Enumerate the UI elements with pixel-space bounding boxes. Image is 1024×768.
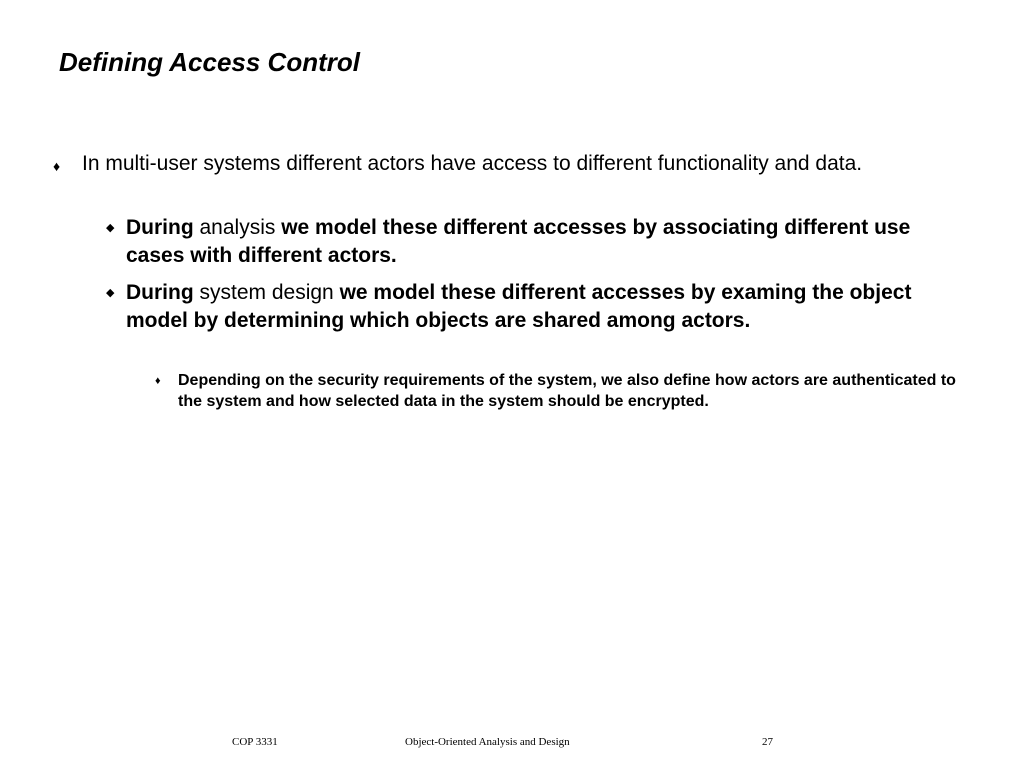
plain-text: analysis xyxy=(193,216,282,239)
diamond-bullet-icon: ♦ xyxy=(53,158,61,174)
footer-subject: Object-Oriented Analysis and Design xyxy=(405,736,570,748)
footer-page-number: 27 xyxy=(762,736,773,748)
slide-title: Defining Access Control xyxy=(59,47,360,77)
footer-course: COP 3331 xyxy=(232,736,278,748)
bullet-text: In multi-user systems different actors have access to different functionality and data. xyxy=(82,152,863,175)
plain-text: system design xyxy=(193,281,340,304)
diamond-bullet-icon: ◆ xyxy=(106,222,115,234)
bold-lead: During xyxy=(126,216,194,239)
diamond-bullet-icon: ◆ xyxy=(106,287,115,299)
bullet-text: Depending on the security requirements of the system, we also define how actors are authenticated to the system and how selected data in the system should be encrypted. xyxy=(178,372,956,410)
bold-tail: we model these different accesses by associating different use cases with different actors. xyxy=(126,216,911,267)
diamond-bullet-icon: ♦ xyxy=(155,375,161,387)
bold-tail: we model these different accesses by examing the object model by determining which objects are shared among actors. xyxy=(126,281,912,332)
bullet-text xyxy=(126,279,956,335)
bullet-text xyxy=(126,214,946,270)
bold-lead: During xyxy=(126,281,194,304)
